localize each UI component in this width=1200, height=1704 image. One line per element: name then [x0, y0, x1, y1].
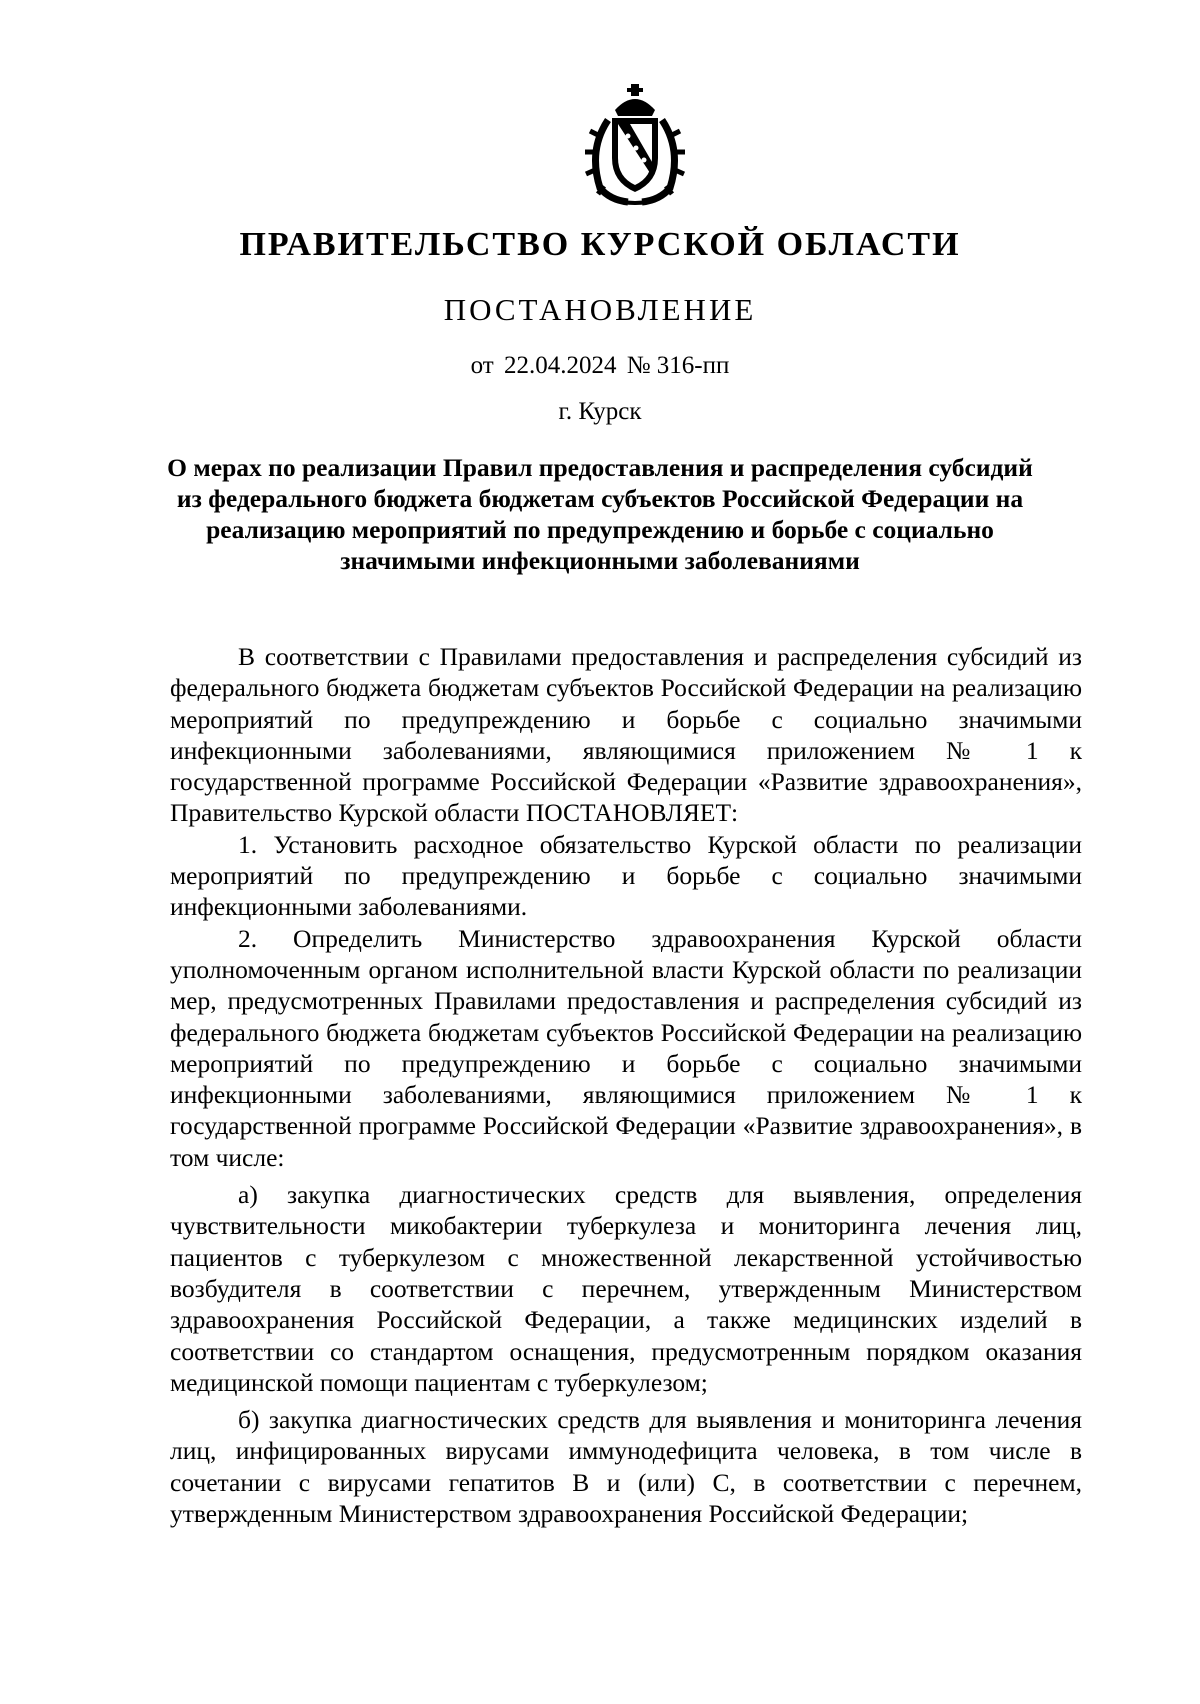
document-number: № 316-пп: [626, 352, 730, 379]
document-date: 22.04.2024: [503, 352, 617, 379]
document-type: ПОСТАНОВЛЕНИЕ: [443, 292, 757, 327]
date-prefix: от: [470, 352, 494, 379]
paragraph-preamble: В соответствии с Правилами предоставления и распределения субсидий из федерального бюджета бюджетам субъектов Российской Федерации на реализацию мероприятий по предупреждению и борьбе с социально значимыми инфекционными заболеваниями, являющимися приложением № 1 к государственной программе Российской Федерации «Развитие здравоохранения», Правительство Курской области ПОСТАНОВЛЯЕТ:: [170, 642, 1082, 828]
organization-name: ПРАВИТЕЛЬСТВО КУРСКОЙ ОБЛАСТИ: [239, 226, 961, 263]
paragraph-item-2: 2. Определить Министерство здравоохранения Курской области уполномоченным органом исполнительной власти Курской области по реализации мер, предусмотренных Правилами предоставления и распределения субсидий из федерального бюджета бюджетам субъектов Российской Федерации на реализацию мероприятий по предупреждению и борьбе с социально значимыми инфекционными заболеваниями, являющимися приложением № 1 к государственной программе Российской Федерации «Развитие здравоохранения», в том числе:: [170, 923, 1082, 1172]
kursk-coat-of-arms-emblem: [570, 80, 700, 210]
document-body: [170, 641, 1082, 1529]
document-date-number: [0, 352, 1200, 380]
paragraph-subitem-a: а) закупка диагностических средств для выявления, определения чувствительности микобактерии туберкулеза и мониторинга лечения лиц, пациентов с туберкулезом с множественной лекарственной устойчивостью возбудителя в соответствии с перечнем, утвержденным Министерством здравоохранения Российской Федерации, а также медицинских изделий в соответствии со стандартом оснащения, предусмотренным порядком оказания медицинской помощи пациентам с туберкулезом;: [170, 1180, 1082, 1397]
paragraph-subitem-b: б) закупка диагностических средств для выявления и мониторинга лечения лиц, инфицированных вирусами иммунодефицита человека, в том числе в сочетании с вирусами гепатитов B и (или) C, в соответствии с перечнем, утвержденным Министерством здравоохранения Российской Федерации;: [170, 1405, 1082, 1529]
paragraph-item-1: 1. Установить расходное обязательство Курской области по реализации мероприятий по предупреждению и борьбе с социально значимыми инфекционными заболеваниями.: [170, 829, 1082, 922]
document-city: г. Курск: [558, 398, 642, 425]
document-title: О мерах по реализации Правил предоставления и распределения субсидий из федерального бюджета бюджетам субъектов Российской Федерации на реализацию мероприятий по предупреждению и борьбе с социально значимыми инфекционными заболеваниями: [167, 453, 1033, 575]
